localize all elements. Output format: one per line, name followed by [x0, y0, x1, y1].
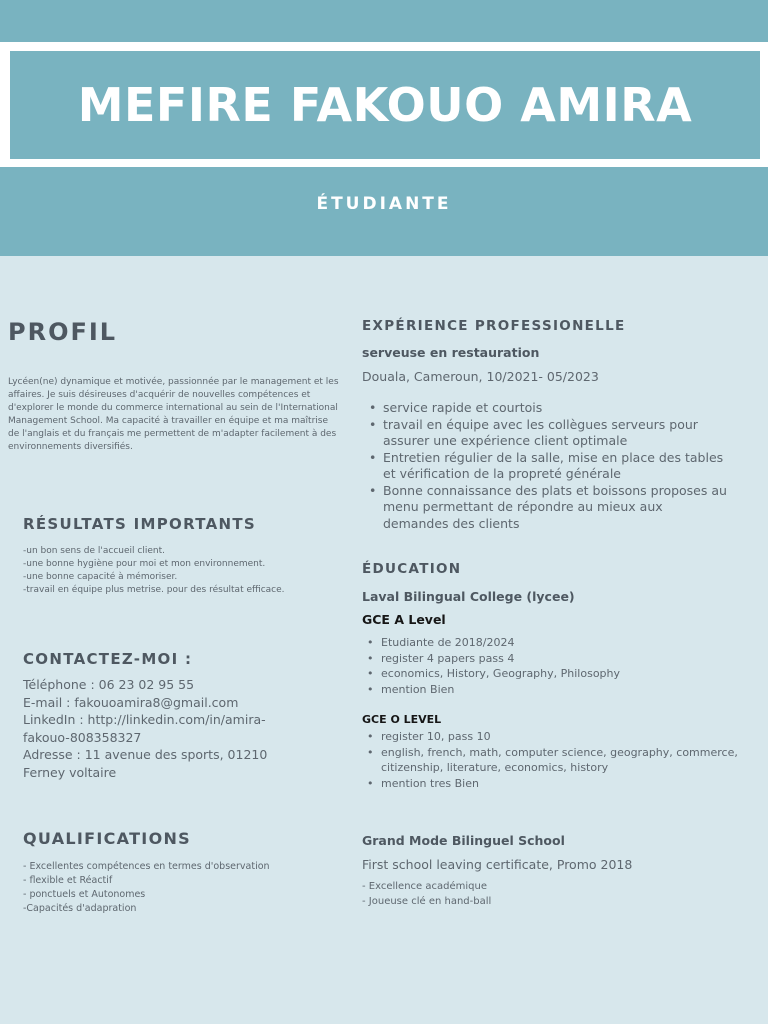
- list-item: • register 10, pass 10: [361, 729, 766, 745]
- contact-linkedin: LinkedIn : http://linkedin.com/in/amira-: [23, 712, 266, 727]
- experience-heading: EXPÉRIENCE PROFESSIONELLE: [362, 318, 626, 334]
- list-item: - Excellence académique: [362, 881, 487, 892]
- list-item: • mention tres Bien: [361, 776, 766, 792]
- education-extras: [362, 879, 491, 909]
- education-heading: ÉDUCATION: [362, 561, 462, 577]
- profil-text: [8, 376, 353, 454]
- contact-phone: Téléphone : 06 23 02 95 55: [23, 677, 195, 692]
- profil-heading: PROFIL: [8, 318, 118, 346]
- a-level-list: [361, 635, 761, 697]
- name-box: [10, 51, 760, 159]
- certificate: First school leaving certificate, Promo 2018: [362, 857, 633, 872]
- list-item: • Etudiante de 2018/2024: [361, 635, 761, 651]
- resultats-heading: RÉSULTATS IMPORTANTS: [23, 515, 257, 533]
- list-item: -un bon sens de l'accueil client.: [23, 546, 165, 556]
- o-level-list: [361, 729, 766, 791]
- list-item: - Joueuse clé en hand-ball: [362, 896, 492, 907]
- list-item: • Bonne connaissance des plats et boissons proposes au menu permettant de répondre au mieux aux demandes des clients: [363, 483, 763, 533]
- list-item: - Excellentes compétences en termes d'observation: [23, 861, 270, 872]
- profil-line: de l'anglais et du français me permettent de m'adapter facilement à des: [8, 429, 337, 439]
- contact-email: E-mail : fakouoamira8@gmail.com: [23, 694, 239, 710]
- qualifications-heading: QUALIFICATIONS: [23, 829, 191, 848]
- contact-block: [23, 676, 353, 781]
- o-level-title: GCE O LEVEL: [362, 713, 442, 726]
- list-item: -travail en équipe plus metrise. pour des résultat efficace.: [23, 585, 285, 595]
- school-2: Grand Mode Bilinguel School: [362, 833, 565, 848]
- resultats-list: [23, 545, 353, 597]
- profil-line: affaires. Je suis désireuses d'acquérir de nouvelles compétences et: [8, 390, 311, 400]
- list-item: - ponctuels et Autonomes: [23, 889, 146, 900]
- contact-address: Adresse : 11 avenue des sports, 01210: [23, 747, 268, 762]
- job-meta: Douala, Cameroun, 10/2021- 05/2023: [362, 369, 599, 384]
- contact-linkedin-cont: fakouo-808358327: [23, 729, 142, 745]
- a-level-title: GCE A Level: [362, 612, 446, 627]
- list-item: -Capacités d'adapration: [23, 903, 137, 914]
- list-item: • mention Bien: [361, 682, 761, 698]
- school-1: Laval Bilingual College (lycee): [362, 589, 575, 604]
- profil-line: environnements diversifiés.: [8, 442, 133, 452]
- list-item: • Entretien régulier de la salle, mise en place des tables et vérification de la propreté générale: [363, 450, 763, 483]
- list-item: -une bonne capacité à mémoriser.: [23, 572, 178, 582]
- candidate-name: MEFIRE FAKOUO AMIRA: [77, 78, 693, 132]
- list-item: • register 4 papers pass 4: [361, 651, 761, 667]
- experience-bullets: [363, 400, 763, 532]
- contact-address-cont: Ferney voltaire: [23, 764, 117, 780]
- list-item: - flexible et Réactif: [23, 875, 113, 886]
- profil-line: Management School. Ma capacité à travailler en équipe et ma maîtrise: [8, 416, 328, 426]
- qualifications-list: [23, 860, 353, 916]
- job-subtitle: ÉTUDIANTE: [316, 194, 452, 214]
- job-title: serveuse en restauration: [362, 345, 540, 360]
- list-item: • economics, History, Geography, Philosophy: [361, 666, 761, 682]
- list-item: • english, french, math, computer science, geography, commerce, citizenship, literature, economics, history: [361, 745, 766, 776]
- list-item: -une bonne hygiène pour moi et mon environnement.: [23, 559, 266, 569]
- profil-line: d'explorer le monde du commerce international au sein de l'International: [8, 403, 338, 413]
- contact-heading: CONTACTEZ-MOI :: [23, 650, 193, 668]
- list-item: • service rapide et courtois: [363, 400, 763, 417]
- profil-line: Lycéen(ne) dynamique et motivée, passionnée par le management et les: [8, 377, 339, 387]
- list-item: • travail en équipe avec les collègues serveurs pour assurer une expérience client optimale: [363, 417, 763, 450]
